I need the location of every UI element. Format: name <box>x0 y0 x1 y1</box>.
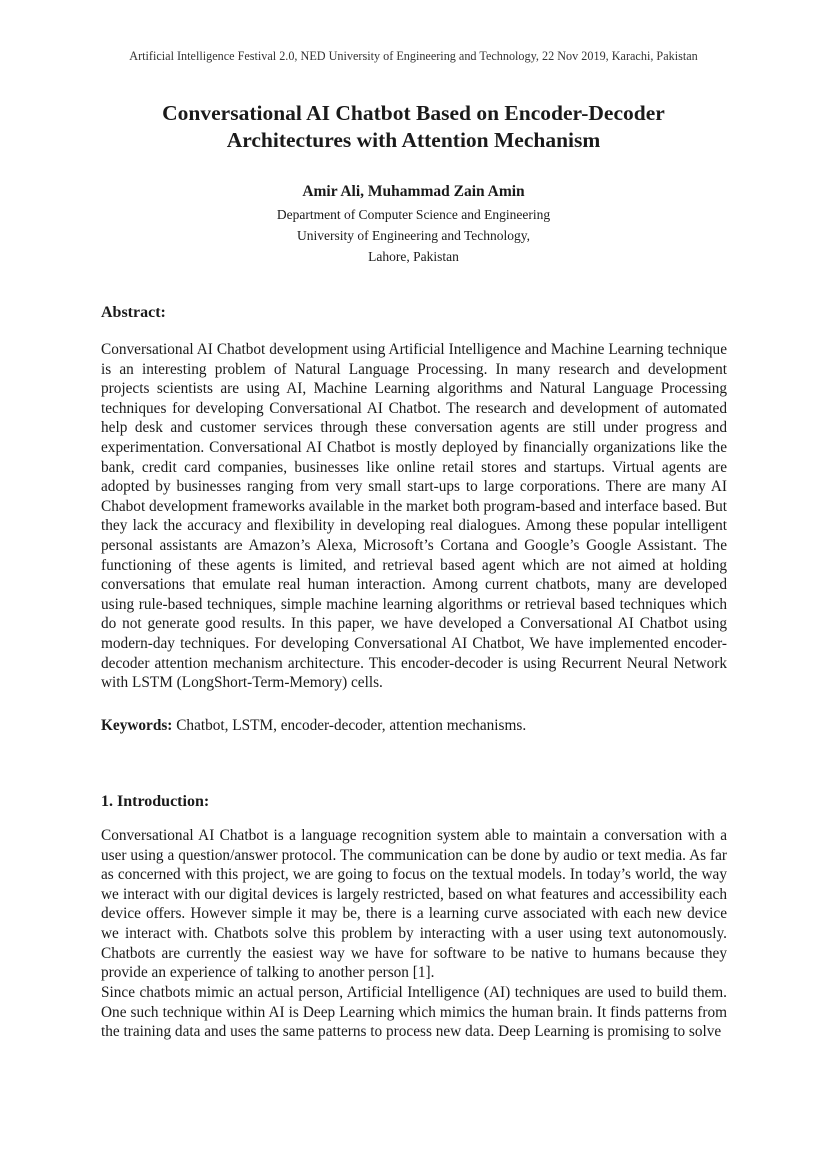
keywords-text: Chatbot, LSTM, encoder-decoder, attention mechanisms. <box>172 717 527 734</box>
introduction-paragraph-1: Conversational AI Chatbot is a language recognition system able to maintain a conversation with a user using a question/answer protocol. The communication can be done by audio or text media. As far as concerned with this project, we are going to focus on the textual models. In today’s world, the way we interact with our digital devices is largely restricted, based on what features and accessibility each device offers. However simple it may be, there is a learning curve associated with each new device we interact with. Chatbots solve this problem by interacting with a user using text autonomously. Chatbots are currently the easiest way we have for software to be native to humans because they provide an experience of talking to another person [1]. <box>101 827 727 982</box>
title-line-2: Architectures with Attention Mechanism <box>226 128 601 152</box>
title-line-1: Conversational AI Chatbot Based on Encoder-Decoder <box>162 101 665 125</box>
affiliation-dept: Department of Computer Science and Engineering <box>276 207 551 222</box>
running-header: Artificial Intelligence Festival 2.0, NED University of Engineering and Technology, 22 Nov 2019, Karachi, Pakistan <box>129 49 698 63</box>
abstract-heading: Abstract: <box>101 304 166 321</box>
keywords <box>101 716 727 736</box>
authors: Amir Ali, Muhammad Zain Amin <box>302 183 525 200</box>
keywords-label: Keywords: <box>101 717 173 734</box>
paper-title <box>0 100 827 154</box>
abstract-text: Conversational AI Chatbot development using Artificial Intelligence and Machine Learning technique is an interesting problem of Natural Language Processing. In many research and development projects scientists are using AI, Machine Learning algorithms and Natural Language Processing techniques for developing Conversational AI Chatbot. The research and development of automated help desk and customer services through these conversation agents are still under progress and experimentation. Conversational AI Chatbot is mostly deployed by financially organizations like the bank, credit card companies, businesses like online retail stores and startups. Virtual agents are adopted by businesses ranging from very small start-ups to large corporations. There are many AI Chabot development frameworks available in the market both program-based and interface based. But they lack the accuracy and flexibility in developing real dialogues. Among these popular intelligent personal assistants are Amazon’s Alexa, Microsoft’s Cortana and Google’s Google Assistant. The functioning of these agents is limited, and retrieval based agent which are not aimed at holding conversations that emulate real human interaction. Among current chatbots, many are developed using rule-based techniques, simple machine learning algorithms or retrieval based techniques which do not generate good results. In this paper, we have developed a Conversational AI Chatbot using modern-day techniques. For developing Conversational AI Chatbot, We have implemented encoder-decoder attention mechanism architecture. This encoder-decoder is using Recurrent Neural Network with LSTM (LongShort-Term-Memory) cells. <box>101 341 727 692</box>
introduction-heading: 1. Introduction: <box>101 793 210 810</box>
affiliation-city: Lahore, Pakistan <box>368 249 459 264</box>
introduction-paragraph-2: Since chatbots mimic an actual person, Artificial Intelligence (AI) techniques are used to build them. One such technique within AI is Deep Learning which mimics the human brain. It finds patterns from the training data and uses the same patterns to process new data. Deep Learning is promising to solve <box>101 984 727 1041</box>
affiliation-univ: University of Engineering and Technology, <box>296 228 530 243</box>
